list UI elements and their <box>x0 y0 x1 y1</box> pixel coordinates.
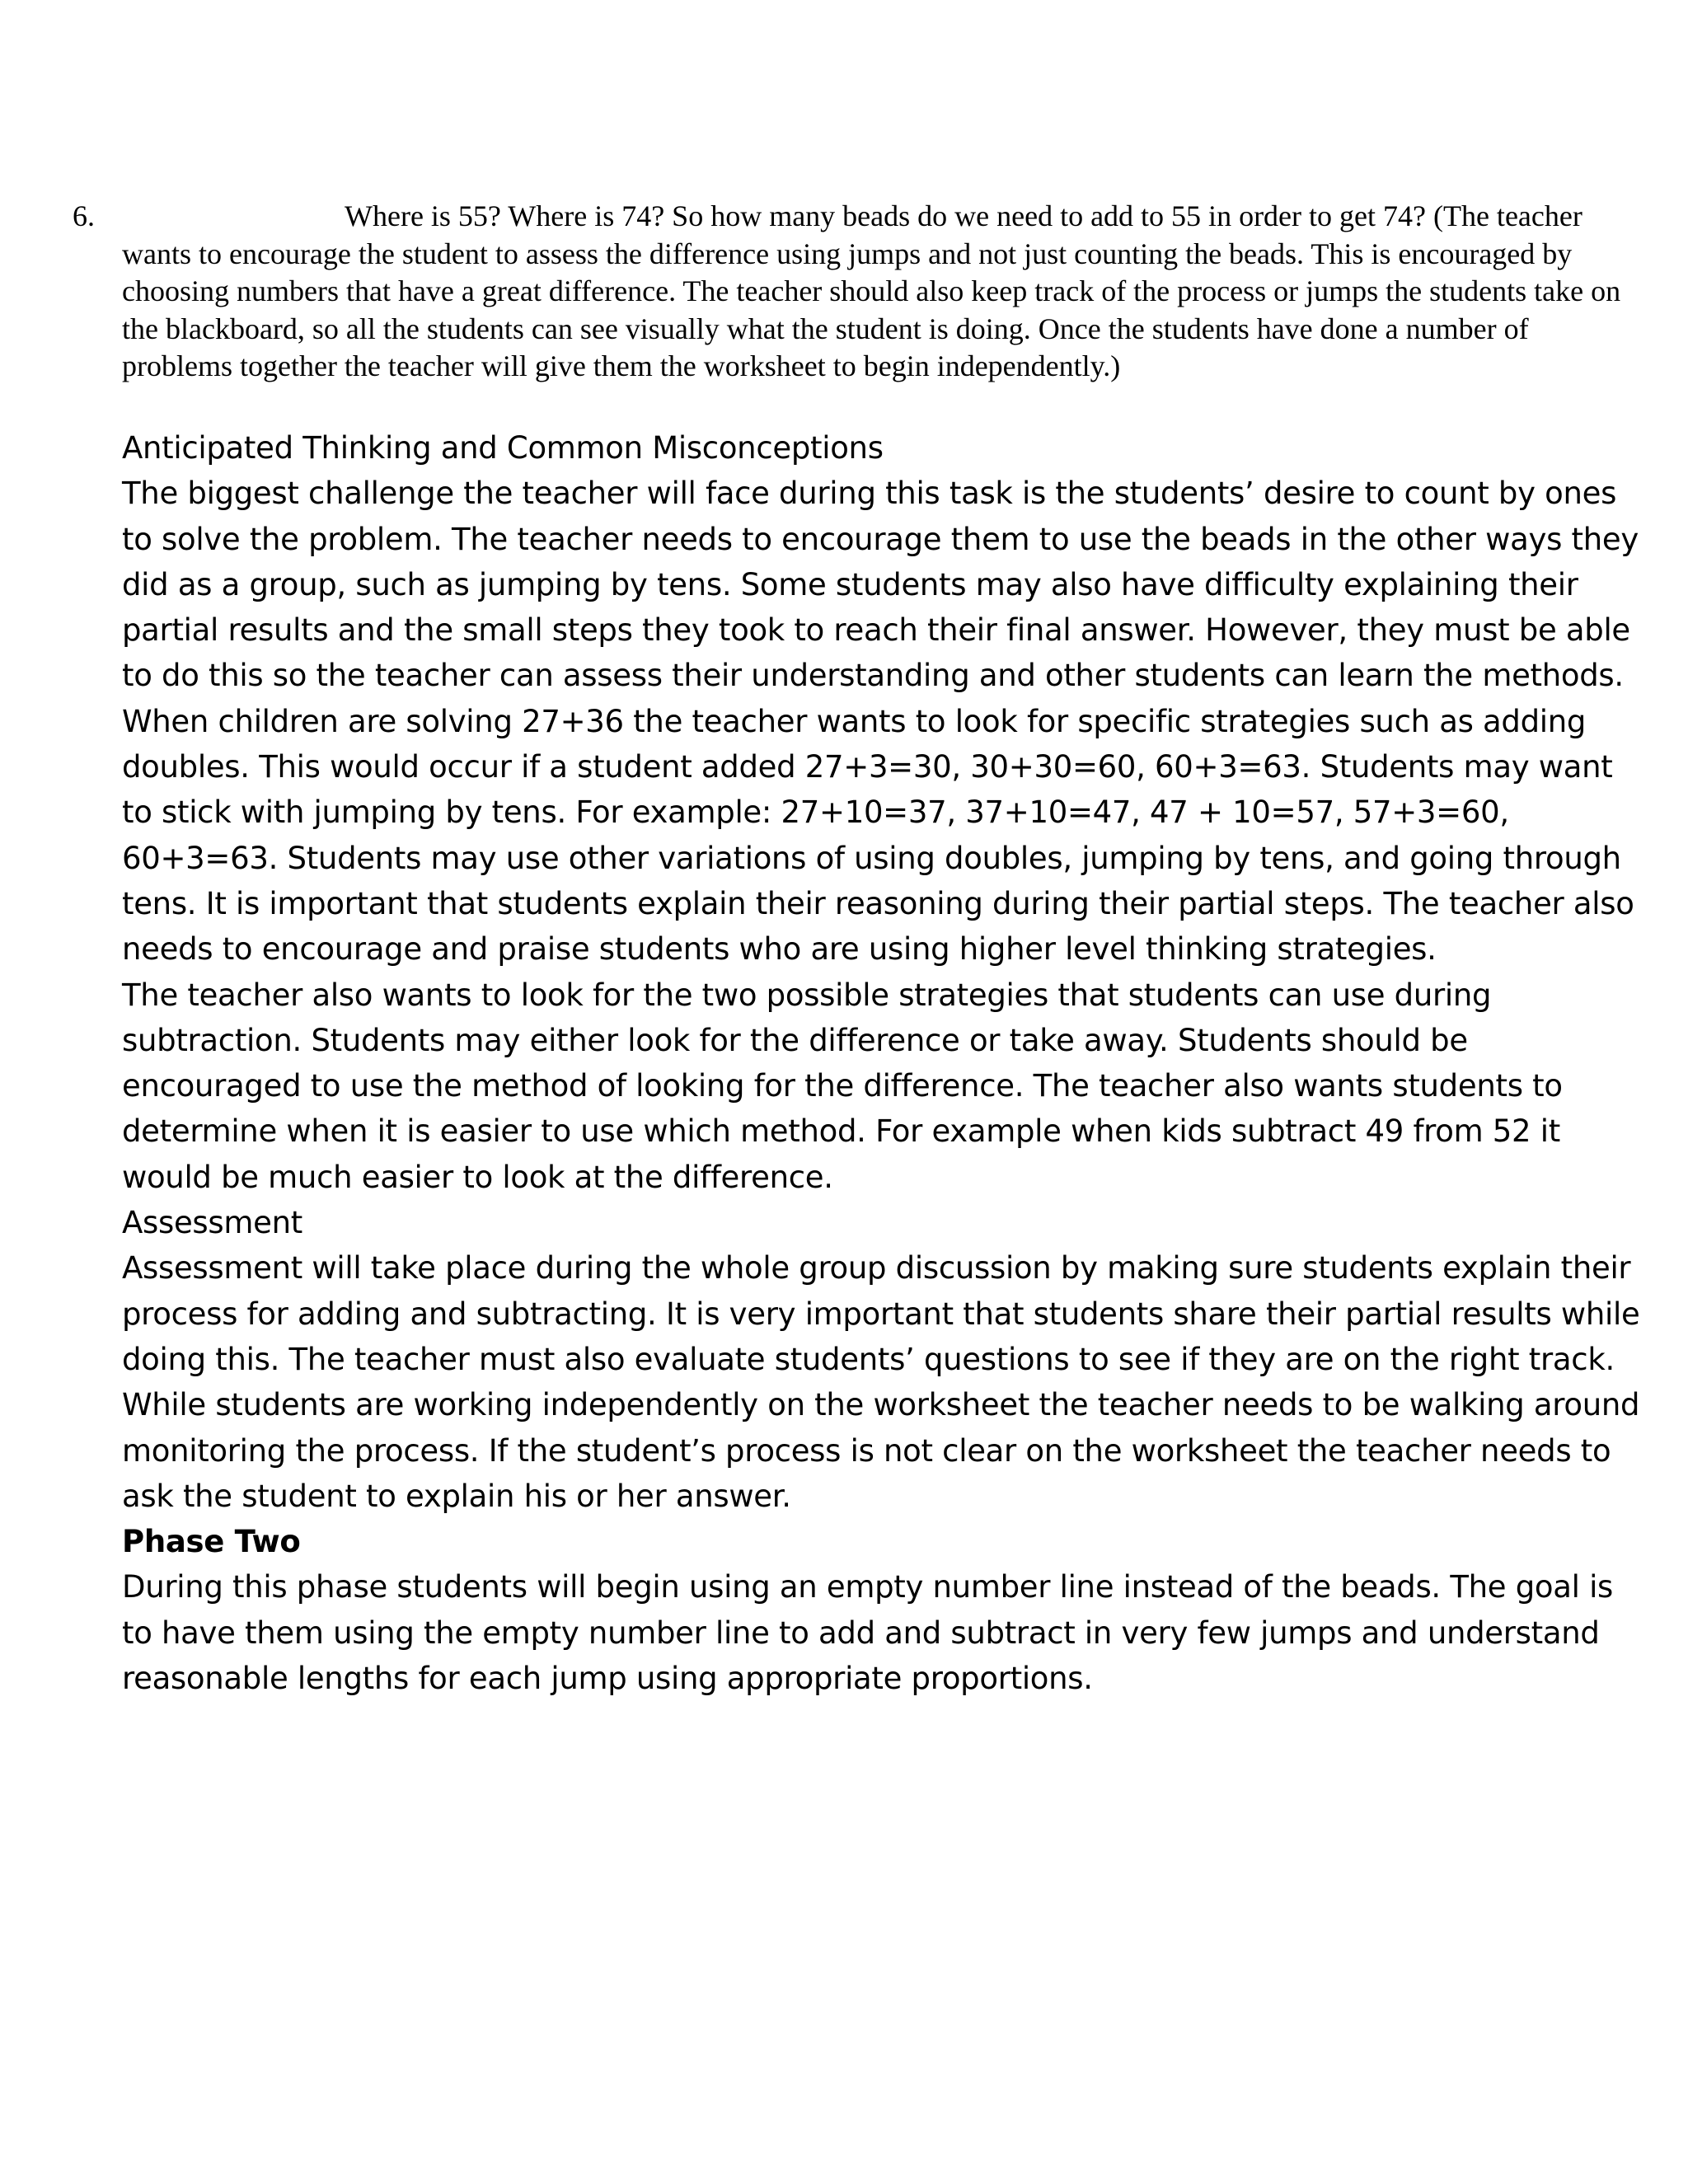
phase-two-heading: Phase Two <box>122 1524 301 1560</box>
assessment-heading: Assessment <box>122 1205 302 1241</box>
assessment-paragraph: Assessment will take place during the whole group discussion by making sure students explain their process for adding and subtracting. It is very important that students share their partial results while doing this. The teacher must also evaluate students’ questions to see if they are on the right track. While students are working independently on the worksheet the teacher needs to be walking around monitoring the process. If the student’s process is not clear on the worksheet the teacher needs to ask the student to explain his or her answer. <box>122 1250 1640 1514</box>
item-six-paragraph <box>122 198 1634 386</box>
anticipated-paragraph-3: The teacher also wants to look for the two possible strategies that students can use during subtraction. Students may either look for the difference or take away. Students should be encouraged to use the method of looking for the difference. The teacher also wants students to determine when it is easier to use which method. For example when kids subtract 49 from 52 it would be much easier to look at the difference. <box>122 977 1563 1195</box>
anticipated-thinking-heading: Anticipated Thinking and Common Misconceptions <box>122 430 884 466</box>
item-number: 6. <box>73 199 95 232</box>
anticipated-paragraph-1: The biggest challenge the teacher will face during this task is the students’ desire to count by ones to solve the problem. The teacher needs to encourage them to use the beads in the other ways they did as a group, such as jumping by tens. Some students may also have difficulty explaining their partial results and the small steps they took to reach their final answer. However, they must be able to do this so the teacher can assess their understanding and other students can learn the methods. <box>122 476 1639 694</box>
lesson-body <box>122 425 1643 1701</box>
phase-two-paragraph: During this phase students will begin using an empty number line instead of the beads. The goal is to have them using the empty number line to add and subtract in very few jumps and understand reasonable lengths for each jump using appropriate proportions. <box>122 1569 1614 1697</box>
item-six-text: Where is 55? Where is 74? So how many beads do we need to add to 55 in order to get 74? (The teacher wants to encourage the student to assess the difference using jumps and not just counting the beads. This is encouraged by choosing numbers that have a great difference. The teacher should also keep track of the process or jumps the students take on the blackboard, so all the students can see visually what the student is doing. Once the students have done a number of problems together the teacher will give them the worksheet to begin independently.) <box>122 199 1621 382</box>
anticipated-paragraph-2: When children are solving 27+36 the teacher wants to look for specific strategies such as adding doubles. This would occur if a student added 27+3=30, 30+30=60, 60+3=63. Students may want to stick with jumping by tens. For example: 27+10=37, 37+10=47, 47 + 10=57, 57+3=60, 60+3=63. Students may use other variations of using doubles, jumping by tens, and going through tens. It is important that students explain their reasoning during their partial steps. The teacher also needs to encourage and praise students who are using higher level thinking strategies. <box>122 703 1634 968</box>
